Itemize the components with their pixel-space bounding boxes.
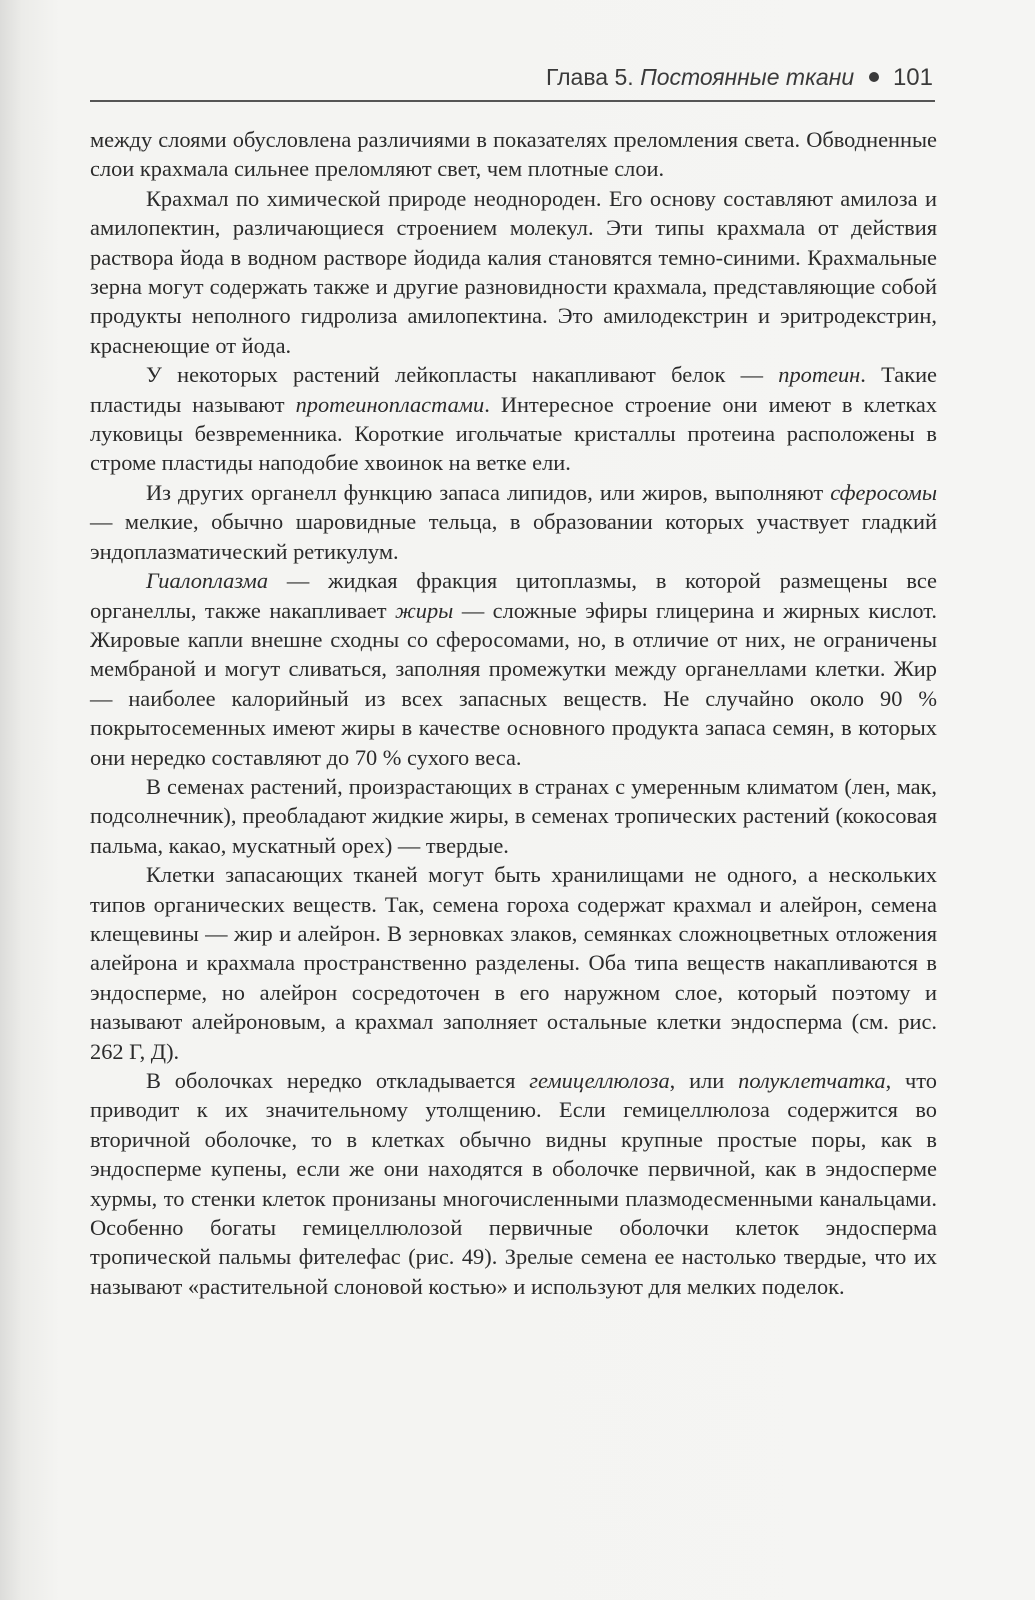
text-run: В семенах растений, произрастающих в странах с умеренным климатом (лен, мак, подсолнечник), преобладают жидкие жиры, в семенах тропических растений (кокосовая пальма, какао, мускатный орех) — твердые. bbox=[90, 773, 937, 858]
text-run: — жидкая фракция цитоплазмы, в которой размещены все органеллы, также накапливает bbox=[90, 568, 937, 623]
italic-term: жиры bbox=[394, 597, 454, 623]
italic-term: гемицеллюлоза bbox=[529, 1068, 670, 1093]
paragraph-8 bbox=[90, 1066, 937, 1301]
text-run: между слоями обусловлена различиями в показателях преломления света. Обводненные слои крахмала сильнее преломляют свет, чем плотные слои. bbox=[90, 127, 937, 182]
italic-term: полуклетчатка bbox=[738, 1068, 886, 1093]
running-header-text bbox=[546, 64, 933, 92]
paragraph-5 bbox=[90, 566, 937, 772]
chapter-title: Постоянные ткани bbox=[640, 64, 855, 90]
text-run: . Такие пластиды называют bbox=[90, 362, 937, 417]
running-header bbox=[90, 62, 935, 102]
text-run: У некоторых растений лейкопласты накапливают белок — bbox=[146, 362, 779, 388]
text-run: . Интересное строение они имеют в клетках луковицы безвременника. Короткие игольчатые кристаллы протеина расположены в строме пластиды наподобие хвоинок на ветке ели. bbox=[90, 391, 937, 476]
bullet-icon bbox=[869, 72, 879, 82]
text-run: , что приводит к их значительному утолщению. Если гемицеллюлоза содержится во вторичной оболочке, то в клетках обычно видны крупные простые поры, как в эндосперме купены, если же они находятся в оболочке первичной, как в эндосперме хурмы, то стенки клеток пронизаны многочисленными плазмодесменными канальцами. Особенно богаты гемицеллюлозой первичные оболочки клеток эндосперма тропической пальмы фителефас (рис. 49). Зрелые семена ее настолько твердые, что их называют «растительной слоновой костью» и используют для мелких поделок. bbox=[90, 1068, 937, 1299]
text-run: — мелкие, обычно шаровидные тельца, в образовании которых участвует гладкий эндоплазматический ретикулум. bbox=[90, 509, 937, 564]
italic-term: сферосомы bbox=[830, 479, 937, 505]
italic-term: протеин bbox=[778, 362, 861, 388]
paragraph-4 bbox=[90, 478, 937, 566]
paragraph-3 bbox=[90, 360, 937, 478]
text-run: Из других органелл функцию запаса липидов, или жиров, выполняют bbox=[146, 479, 831, 505]
paragraph-2 bbox=[90, 184, 937, 360]
italic-term: протеинопластами bbox=[295, 391, 485, 417]
text-run: , или bbox=[669, 1068, 739, 1093]
page-number: 101 bbox=[892, 64, 933, 91]
paragraph-7 bbox=[90, 860, 937, 1066]
chapter-label: Глава 5. bbox=[545, 64, 634, 90]
text-run: Клетки запасающих тканей могут быть хранилищами не одного, а нескольких типов органических веществ. Так, семена гороха содержат крахмал и алейрон, семена клещевины — жир и алейрон. В зерновках злаков, семянках сложноцветных отложения алейрона и крахмала пространственно разделены. Оба типа веществ накапливаются в эндосперме, но алейрон сосредоточен в его наружном слое, который поэтому и называют алейроновым, а крахмал заполняет остальные клетки эндосперма (см. рис. 262 Г, Д). bbox=[90, 862, 937, 1064]
text-run: В оболочках нередко откладывается bbox=[146, 1068, 530, 1093]
text-run: Крахмал по химической природе неоднороден. Его основу составляют амилоза и амилопектин, различающиеся строением молекул. Эти типы крахмала от действия раствора йода в водном растворе йодида калия становятся темно-синими. Крахмальные зерна могут содержать также и другие разновидности крахмала, представляющие собой продукты неполного гидролиза амилопектина. Это амилодекстрин и эритродекстрин, краснеющие от йода. bbox=[90, 185, 937, 358]
paragraph-1 bbox=[90, 125, 937, 184]
text-run: — сложные эфиры глицерина и жирных кислот. Жировые капли внешне сходны со сферосомами, но, в отличие от них, не ограничены мембраной и могут сливаться, заполняя промежутки между органеллами клетки. Жир — наиболее калорийный из всех запасных веществ. Не случайно около 90 % покрытосеменных имеют жиры в качестве основного продукта запаса семян, в которых они нередко составляют до 70 % сухого веса. bbox=[90, 597, 937, 770]
paragraph-6 bbox=[90, 772, 937, 860]
body-text bbox=[90, 125, 937, 1301]
italic-term: Гиалоплазма bbox=[146, 568, 269, 594]
